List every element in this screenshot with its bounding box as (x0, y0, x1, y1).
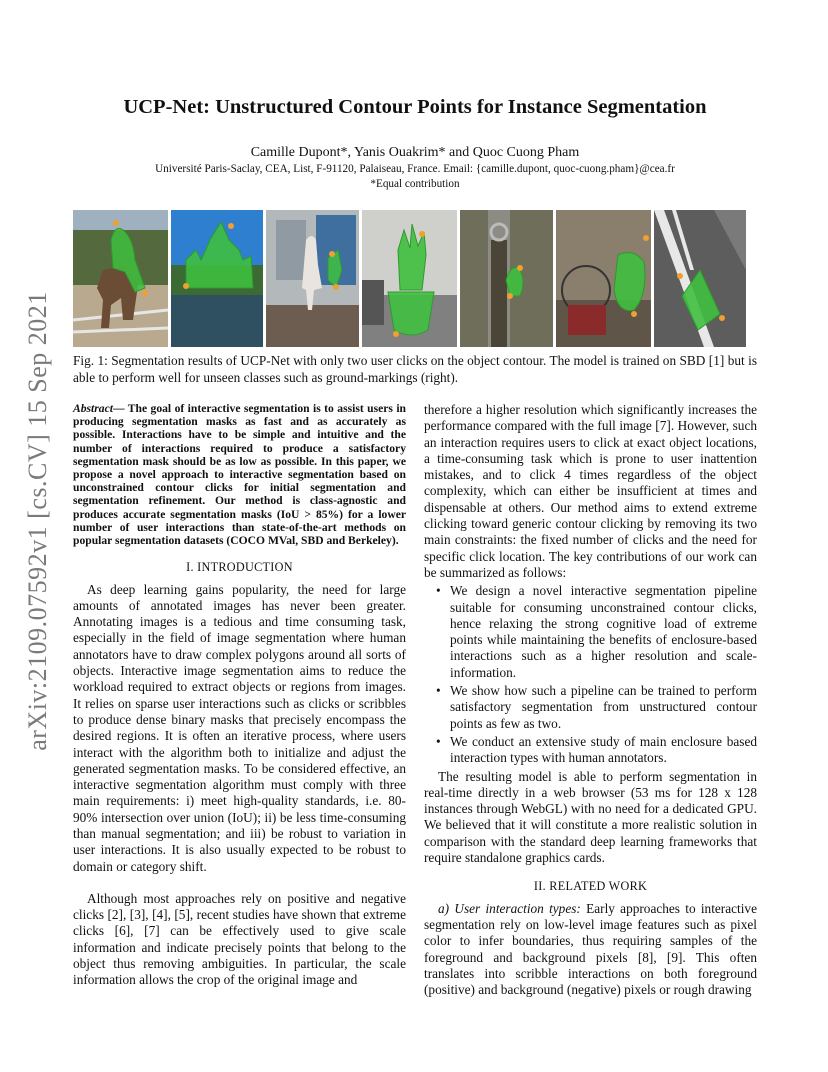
intro-paragraph-1: As deep learning gains popularity, the need for large amounts of annotated images has never been greater. Annotating images is a tedious and time consuming task, especially in the field of image segmentation where human annotators have to draw complex polygons around all sorts of objects. Interactive image segmentation aims to reduce the workload required to extract objects or regions from images. It relies on sparse user interactions such as clicks or scribbles to produce dense binary masks that precisely encompass the desired regions. It is often an iterative process, where users interact with the algorithm both to initialize and adjust the generated segmentation masks. To be considered effective, an interactive segmentation algorithm must comply with three main requirements: i) meet high-quality standards, i.e. 80-90% intersection over union (IoU); ii) be less time-consuming than manual segmentation; and iii) be robust to variation in user interactions. It is also usually expected to be robust to domain or category shift. (73, 581, 406, 874)
arxiv-identifier: arXiv:2109.07592v1 [cs.CV] 15 Sep 2021 (23, 291, 52, 751)
right-paragraph-2: The resulting model is able to perform segmentation in real-time directly in a web browser (53 ms for 128 x 128 instances through WebGL) with no need for a dedicated GPU. We believed that it will constitute a more realistic solution in comparison with the standard deep learning frameworks that require standalone graphics cards. (424, 768, 757, 866)
related-work-text: Early approaches to interactive segmentation rely on low-level image features such as pixel color to infer boundaries, thus requiring samples of the foreground and background pixels [8], [9]. This often translates into scribble interactions on both foreground (positive) and background (negative) pixels or rough drawing (424, 900, 757, 998)
affiliation: Université Paris-Saclay, CEA, List, F-91120, Palaiseau, France. Email: {camille.dupont, quoc-cuong.pham}@cea.fr (155, 163, 675, 175)
paper-title: UCP-Net: Unstructured Contour Points for Instance Segmentation (123, 96, 707, 118)
left-column (73, 402, 406, 989)
equal-contribution-note: *Equal contribution (370, 178, 460, 190)
abstract (73, 402, 406, 547)
figure-panel-ground-marking (654, 210, 746, 347)
figure-panel-plant-pot (362, 210, 457, 347)
related-work-paragraph (424, 901, 757, 999)
figure-panel-bicycle (556, 210, 651, 347)
right-paragraph-1: therefore a higher resolution which significantly increases the performance compared with the full image [7]. However, such an interaction requires users to click at exact object locations, a time-consuming task which is prone to user inattention mistakes, and to click 4 times regardless of the object complexity, which can either be insufficient at times and dispensable at others. Our method aims to extend extreme clicking toward generic contour clicking by removing its two main constraints: the fixed number of clicks and the need for specific click location. The key contributions of our work can be summarized as follows: (424, 402, 757, 580)
right-column (424, 402, 757, 998)
contribution-item: • We conduct an extensive study of main enclosure based interaction types with human annotators. (450, 734, 757, 767)
section-heading-introduction: I. INTRODUCTION (186, 560, 293, 575)
contribution-item: • We design a novel interactive segmentation pipeline suitable for consuming unconstrained contour clicks, hence relaxing the strong cognitive load of extreme points while maintaining the benefits of enclosure-based interactions such as a higher resolution and scale-information. (450, 583, 757, 681)
abstract-text: — The goal of interactive segmentation is to assist users in producing segmentation masks as fast and as accurately as possible. Interactions have to be simple and intuitive and the number of interactions required to produce a satisfactory segmentation mask should be as low as possible. In this paper, we propose a novel approach to interactive segmentation based on unconstrained contour clicks for initial segmentation and segmentation refinement. Our method is class-agnostic and produces accurate segmentation masks (IoU > 85%) for a lower number of user interactions than state-of-the-art methods on popular segmentation datasets (COCO MVal, SBD and Berkeley). (73, 402, 406, 548)
figure-1-image-row (73, 210, 755, 347)
figure-panel-castle (171, 210, 263, 347)
figure-panel-bird-feeder (460, 210, 553, 347)
figure-panel-horse-rider (73, 210, 168, 347)
intro-paragraph-2: Although most approaches rely on positive and negative clicks [2], [3], [4], [5], recent studies have shown that extreme clicks [6], [7] can be effectively used to give scale information and indicate precisely points that belong to the object thus removing ambiguities. In particular, the scale information allows the crop of the original image and (73, 890, 406, 988)
abstract-lead: Abstract (73, 402, 113, 415)
figure-caption: Fig. 1: Segmentation results of UCP-Net with only two user clicks on the object contour. The model is trained on SBD [1] but is able to perform well for unseen classes such as ground-markings (right). (73, 353, 757, 385)
runin-heading-user-interaction-types: a) User interaction types: (438, 900, 581, 916)
author-list: Camille Dupont*, Yanis Ouakrim* and Quoc Cuong Pham (250, 145, 580, 160)
figure-panel-atm-woman (266, 210, 359, 347)
section-heading-related-work: II. RELATED WORK (533, 879, 648, 894)
contribution-list (424, 583, 757, 766)
contribution-item: • We show how such a pipeline can be trained to perform satisfactory segmentation from unstructured contour points as few as two. (450, 683, 757, 732)
